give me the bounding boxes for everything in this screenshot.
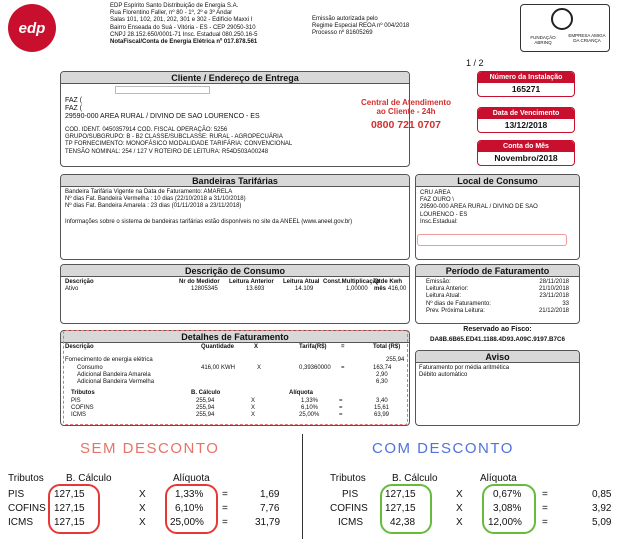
com-nome: PIS: [342, 489, 359, 500]
company-info: [110, 3, 310, 46]
smiley-icon: [551, 8, 573, 30]
com-header-base: B. Cálculo: [392, 473, 438, 484]
tributo-aliq: 1,33%: [301, 398, 319, 404]
com-aliq: 3,08%: [493, 503, 522, 514]
cliente-line: FAZ (: [65, 105, 83, 112]
sem-eq: =: [222, 503, 228, 514]
item-desc: Adicional Bandeira Vermelha: [77, 379, 155, 385]
fornecimento-total: 255,94: [386, 357, 405, 363]
bandeiras-title: Bandeiras Tarifárias: [61, 175, 409, 187]
tributo-valor: 63,99: [374, 412, 390, 418]
company-line: CNPJ 28.152.650/0001-71 Insc. Estadual 080.250.16-5: [110, 31, 258, 38]
detalhes-header: Tarifa(R$): [299, 344, 327, 350]
consumo-header: Qtde Kwh mês: [374, 279, 402, 293]
aviso-line: Débito automático: [419, 372, 468, 379]
item-x: X: [257, 365, 262, 371]
consumo-cell: Ativo: [65, 286, 79, 292]
detalhes-header: Descrição: [65, 344, 94, 350]
periodo-label: Emissão:: [426, 279, 451, 285]
item-qtd: 416,00 KWH: [201, 365, 236, 371]
consumo-cell: 1,00000: [346, 286, 368, 292]
conta-mes-value: Novembro/2018: [494, 153, 558, 163]
tributo-base: 255,94: [196, 405, 215, 411]
periodo-label: Leitura Atual:: [426, 293, 462, 300]
com-eq: =: [542, 503, 548, 514]
detalhes-title: Detalhes de Faturamento: [61, 331, 409, 343]
com-aliq: 12,00%: [488, 517, 522, 528]
consumo-header: Nr do Medidor: [179, 279, 220, 285]
sem-base: 127,15: [54, 489, 85, 500]
cliente-detail: TENSÃO NOMINAL: 254 / 127 V ROTEIRO DE LEITURA: R54D503A00248: [65, 148, 269, 155]
bandeira-line: Bandeira Tarifária Vigente na Data de Faturamento: AMARELA: [65, 189, 233, 195]
tributo-eq: =: [339, 398, 343, 404]
com-valor: 5,09: [592, 517, 612, 528]
seal-text-left: FUNDAÇÃO ABRINQ: [530, 35, 556, 45]
bandeira-line: Nº dias Fat. Bandeira Vermelha : 10 dias (22/10/2018 a 31/10/2018): [65, 196, 246, 203]
aviso-box: [415, 350, 580, 426]
item-total: 2,90: [376, 372, 388, 378]
periodo-label: Leitura Anterior:: [426, 286, 469, 293]
abrinq-seal: [520, 4, 610, 52]
sem-header-aliq: Alíquota: [173, 473, 210, 484]
bandeiras-box: [60, 174, 410, 260]
consumo-cell: 416,00: [388, 286, 407, 292]
consumo-header: Const.Multiplicação: [323, 279, 380, 285]
aviso-line: Faturamento por média aritmética: [419, 365, 510, 371]
aviso-title: Aviso: [416, 351, 579, 363]
company-line: Rua Florentino Faller, nº 80 - 1º, 2º e 3º Andar: [110, 10, 233, 17]
periodo-label: Prev. Próxima Leitura:: [426, 307, 485, 314]
tributo-aliq: 6,10%: [301, 405, 319, 411]
cliente-line: 29590-000 AREA RURAL / DIVINO DE SAO LOURENCO - ES: [65, 113, 260, 120]
local-title: Local de Consumo: [416, 175, 579, 187]
emission-line: Emissão autorizada pelo: [312, 16, 378, 22]
instalacao-box: [477, 71, 575, 97]
periodo-value: 28/11/2018: [539, 279, 569, 285]
consumo-cell: 14.109: [295, 286, 314, 292]
local-line: CRU AREA: [420, 190, 451, 196]
sem-valor: 1,69: [260, 489, 280, 500]
local-line: LOURENCO - ES: [420, 211, 468, 218]
com-header-tributos: Tributos: [330, 473, 366, 484]
edp-logo: [8, 4, 56, 52]
sem-desconto-title: SEM DESCONTO: [80, 440, 220, 457]
com-x: X: [456, 489, 463, 500]
sem-header-tributos: Tributos: [8, 473, 44, 484]
item-total: 6,30: [376, 379, 388, 385]
sem-base: 127,15: [54, 503, 85, 514]
consumo-box: [60, 264, 410, 324]
tributo-x: X: [251, 412, 256, 418]
com-x: X: [456, 503, 463, 514]
com-base: 42,38: [390, 517, 416, 528]
tributo-eq: =: [339, 412, 343, 418]
detalhes-header: =: [341, 344, 345, 350]
sem-base: 127,15: [54, 517, 85, 528]
periodo-box: [415, 264, 580, 324]
tributo-x: X: [251, 398, 256, 404]
tributo-aliq: 25,00%: [299, 412, 320, 418]
cliente-detail: TP FORNECIMENTO: MONOFÁSICO MODALIDADE TARIFÁRIA: CONVENCIONAL: [65, 141, 293, 148]
sem-nome: ICMS: [8, 517, 33, 528]
redaction-bar: [115, 86, 210, 94]
com-valor: 0,85: [592, 489, 612, 500]
periodo-value: 21/10/2018: [538, 286, 569, 293]
seal-text-right: EMPRESA AMIGA DA CRIANÇA: [568, 33, 606, 43]
fisco-value: DA8B.6B65.ED41.1188.4D93.A09C.9197.B7C6: [429, 336, 566, 343]
consumo-header: Descrição: [65, 279, 94, 285]
page-number: 1 / 2: [466, 58, 484, 68]
instalacao-label: Número da Instalação: [478, 72, 574, 83]
tributos-header: B. Cálculo: [191, 390, 221, 396]
consumo-cell: 13.693: [246, 286, 265, 292]
instalacao-value: 165271: [511, 84, 541, 94]
com-nome: ICMS: [338, 517, 363, 528]
item-total: 163,74: [373, 365, 392, 371]
consumo-title: Descrição de Consumo: [61, 265, 409, 277]
detalhes-header: Total (R$): [373, 344, 401, 350]
com-valor: 3,92: [592, 503, 612, 514]
consumo-cell: 12805345: [191, 286, 218, 292]
tributo-eq: =: [339, 405, 343, 411]
com-nome: COFINS: [330, 503, 368, 514]
tributo-valor: 3,40: [376, 398, 388, 404]
tributo-nome: COFINS: [71, 405, 94, 411]
sem-nome: COFINS: [8, 503, 46, 514]
com-base: 127,15: [385, 489, 416, 500]
cliente-detail: GRUPO/SUBGRUPO: B - B2 CLASSE/SUBCLASSE: RURAL - AGROPECUÁRIA: [65, 134, 283, 141]
conta-mes-box: [477, 140, 575, 166]
central-atendimento: [350, 98, 462, 132]
company-line: EDP Espírito Santo Distribuição de Energia S.A.: [110, 3, 239, 9]
fornecimento-label: Fornecimento de energia elétrica: [65, 357, 153, 363]
cliente-line: FAZ (: [65, 97, 83, 104]
item-desc: Adicional Bandeira Amarela: [77, 372, 151, 378]
tributo-base: 255,94: [196, 412, 215, 418]
cliente-title: Cliente / Endereço de Entrega: [61, 72, 409, 84]
nota-fiscal: NotaFiscal/Conta de Energia Elétrica nº 017.878.561: [110, 39, 258, 46]
central-line1: Central de Atendimento: [361, 98, 451, 107]
cliente-detail: COD. IDENT. 0450357914 COD. FISCAL OPERAÇÃO: 5256: [65, 127, 228, 133]
sem-x: X: [139, 489, 146, 500]
vencimento-value: 13/12/2018: [504, 120, 548, 130]
vencimento-label: Data de Vencimento: [478, 108, 574, 119]
tributo-valor: 15,61: [374, 405, 390, 411]
insc-highlight: [417, 234, 567, 246]
sem-header-base: B. Cálculo: [66, 473, 112, 484]
com-eq: =: [542, 489, 548, 500]
detalhes-header: X: [254, 344, 259, 350]
sem-x: X: [139, 503, 146, 514]
sem-valor: 31,79: [255, 517, 281, 528]
company-line: Bairro Enseada do Suá - Vitória - ES - CEP 29050-310: [110, 24, 256, 31]
central-phone: 0800 721 0707: [370, 119, 442, 131]
com-desconto-title: COM DESCONTO: [372, 440, 514, 457]
detalhes-highlight: [63, 330, 408, 425]
sem-eq: =: [222, 517, 228, 528]
sem-valor: 7,76: [260, 503, 280, 514]
bandeira-info: Informações sobre o sistema de bandeiras tarifárias estão disponíveis no site da ANEEL (www.aneel.gov.br): [65, 218, 353, 225]
item-tarifa: 0,39360000: [299, 365, 331, 371]
local-line: FAZ OURO \: [420, 197, 455, 204]
sem-aliq: 6,10%: [175, 503, 204, 514]
local-line: Insc.Estadual:: [420, 218, 458, 225]
edp-logo-text: edp: [18, 19, 46, 37]
tributo-nome: ICMS: [71, 412, 86, 418]
local-line: 29590-000 AREA RURAL / DIVINO DE SAO: [420, 204, 538, 211]
periodo-value: 21/12/2018: [538, 307, 569, 314]
item-eq: =: [341, 365, 345, 371]
bandeira-line: Nº dias Fat. Bandeira Amarela : 23 dias (01/11/2018 a 23/11/2018): [65, 203, 242, 210]
detalhes-header: Quantidade: [201, 344, 235, 350]
local-box: [415, 174, 580, 260]
sem-aliq: 25,00%: [170, 517, 204, 528]
sem-aliq: 1,33%: [175, 489, 204, 500]
emission-info: [312, 16, 462, 38]
periodo-value: 33: [562, 300, 569, 307]
central-line2: ao Cliente - 24h: [376, 107, 436, 116]
periodo-title: Período de Faturamento: [416, 265, 579, 277]
tributo-x: X: [251, 405, 256, 411]
sem-x: X: [139, 517, 146, 528]
tributos-header: Tributos: [71, 390, 95, 396]
sem-nome: PIS: [8, 489, 25, 500]
sem-eq: =: [222, 489, 228, 500]
divider: [302, 434, 303, 539]
tributo-base: 255,94: [196, 398, 215, 404]
periodo-label: Nº dias de Faturamento:: [426, 300, 491, 307]
com-x: X: [456, 517, 463, 528]
com-header-aliq: Alíquota: [480, 473, 517, 484]
fisco-label: Reservado ao Fisco:: [463, 326, 532, 333]
item-desc: Consumo: [77, 365, 103, 371]
company-line: Salas 101, 102, 201, 202, 301 e 302 - Edifício Maxxi I: [110, 17, 253, 24]
tributos-header: Alíquota: [289, 390, 313, 396]
consumo-header: Leitura Atual: [283, 279, 320, 285]
com-base: 127,15: [385, 503, 416, 514]
periodo-value: 23/11/2018: [539, 293, 569, 300]
emission-line: Regime Especial REOA nº 004/2018: [312, 23, 410, 30]
tributo-nome: PIS: [71, 398, 81, 404]
conta-mes-label: Conta do Mês: [478, 141, 574, 152]
com-eq: =: [542, 517, 548, 528]
consumo-header: Leitura Anterior: [229, 279, 274, 285]
emission-line: Processo nº 81605269: [312, 30, 373, 37]
vencimento-box: [477, 107, 575, 133]
com-aliq: 0,67%: [493, 489, 522, 500]
